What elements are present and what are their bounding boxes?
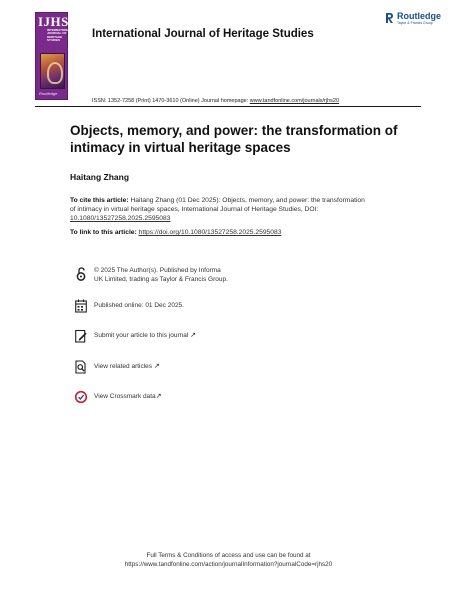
cite-text: Haitang Zhang (01 Dec 2025): Objects, memory, and power: the transformation of intimacy in virtual heritage spaces, International Journal of Heritage Studies, DOI: <box>70 197 365 213</box>
crossmark-icon <box>75 390 87 404</box>
terms-text: Full Terms & Conditions of access and use can be found at <box>146 552 311 559</box>
external-link-icon: ↗ <box>190 332 196 339</box>
issn-text: ISSN: 1352-7258 (Print) 1470-3610 (Online) Journal homepage: <box>92 98 250 104</box>
citation-block <box>70 196 370 223</box>
copyright-text: © 2025 The Author(s). Published by Informa UK Limited, trading as Taylor & Francis Group. <box>94 267 228 283</box>
open-access-icon <box>75 267 87 281</box>
article-doi-url[interactable]: https://doi.org/10.1080/13527258.2025.2595083 <box>138 229 282 236</box>
external-link-icon: ↗ <box>155 393 162 400</box>
cover-subtitle: INTERNATIONAL JOURNAL OF HERITAGE STUDIES <box>47 28 72 42</box>
edit-icon <box>75 329 87 343</box>
article-author: Haitang Zhang <box>70 172 130 182</box>
terms-url[interactable]: https://www.tandfonline.com/action/journalInformation?journalCode=rjhs20 <box>124 561 333 568</box>
routledge-logo-icon <box>384 12 394 24</box>
crossmark-row[interactable] <box>75 390 162 404</box>
calendar-icon <box>75 299 87 313</box>
crossmark-link[interactable]: View Crossmark data↗ <box>94 393 162 400</box>
doi-link[interactable]: 10.1080/13527258.2025.2595083 <box>70 215 171 222</box>
cover-logo: IJHS <box>38 14 69 29</box>
header-divider <box>35 106 421 107</box>
cover-publisher-mark: Routledge <box>39 91 58 96</box>
issn-line <box>92 98 339 104</box>
related-articles-row[interactable] <box>75 360 160 374</box>
journal-title: International Journal of Heritage Studies <box>92 28 314 40</box>
publisher-name: Routledge <box>397 11 441 21</box>
related-articles-link[interactable]: View related articles ↗ <box>94 363 160 370</box>
journal-cover <box>35 12 72 100</box>
publisher-logo <box>384 12 441 25</box>
search-document-icon <box>75 360 87 374</box>
link-label: To link to this article: <box>70 229 137 236</box>
submit-article-row[interactable] <box>75 329 196 343</box>
cite-label: To cite this article: <box>70 197 129 204</box>
article-title: Objects, memory, and power: the transformation of intimacy in virtual heritage spaces <box>70 123 398 155</box>
open-access-row <box>75 267 229 284</box>
article-link-line <box>70 229 281 236</box>
submit-article-link[interactable]: Submit your article to this journal ↗ <box>94 332 196 339</box>
journal-homepage-link[interactable]: www.tandfonline.com/journals/rjhs20 <box>249 98 340 104</box>
external-link-icon: ↗ <box>153 363 160 370</box>
publisher-tagline: Taylor & Francis Group <box>397 21 433 25</box>
published-row <box>75 299 184 313</box>
published-date-text: Published online: 01 Dec 2025. <box>94 302 184 309</box>
cover-artwork <box>40 53 65 89</box>
terms-footer <box>0 551 457 569</box>
